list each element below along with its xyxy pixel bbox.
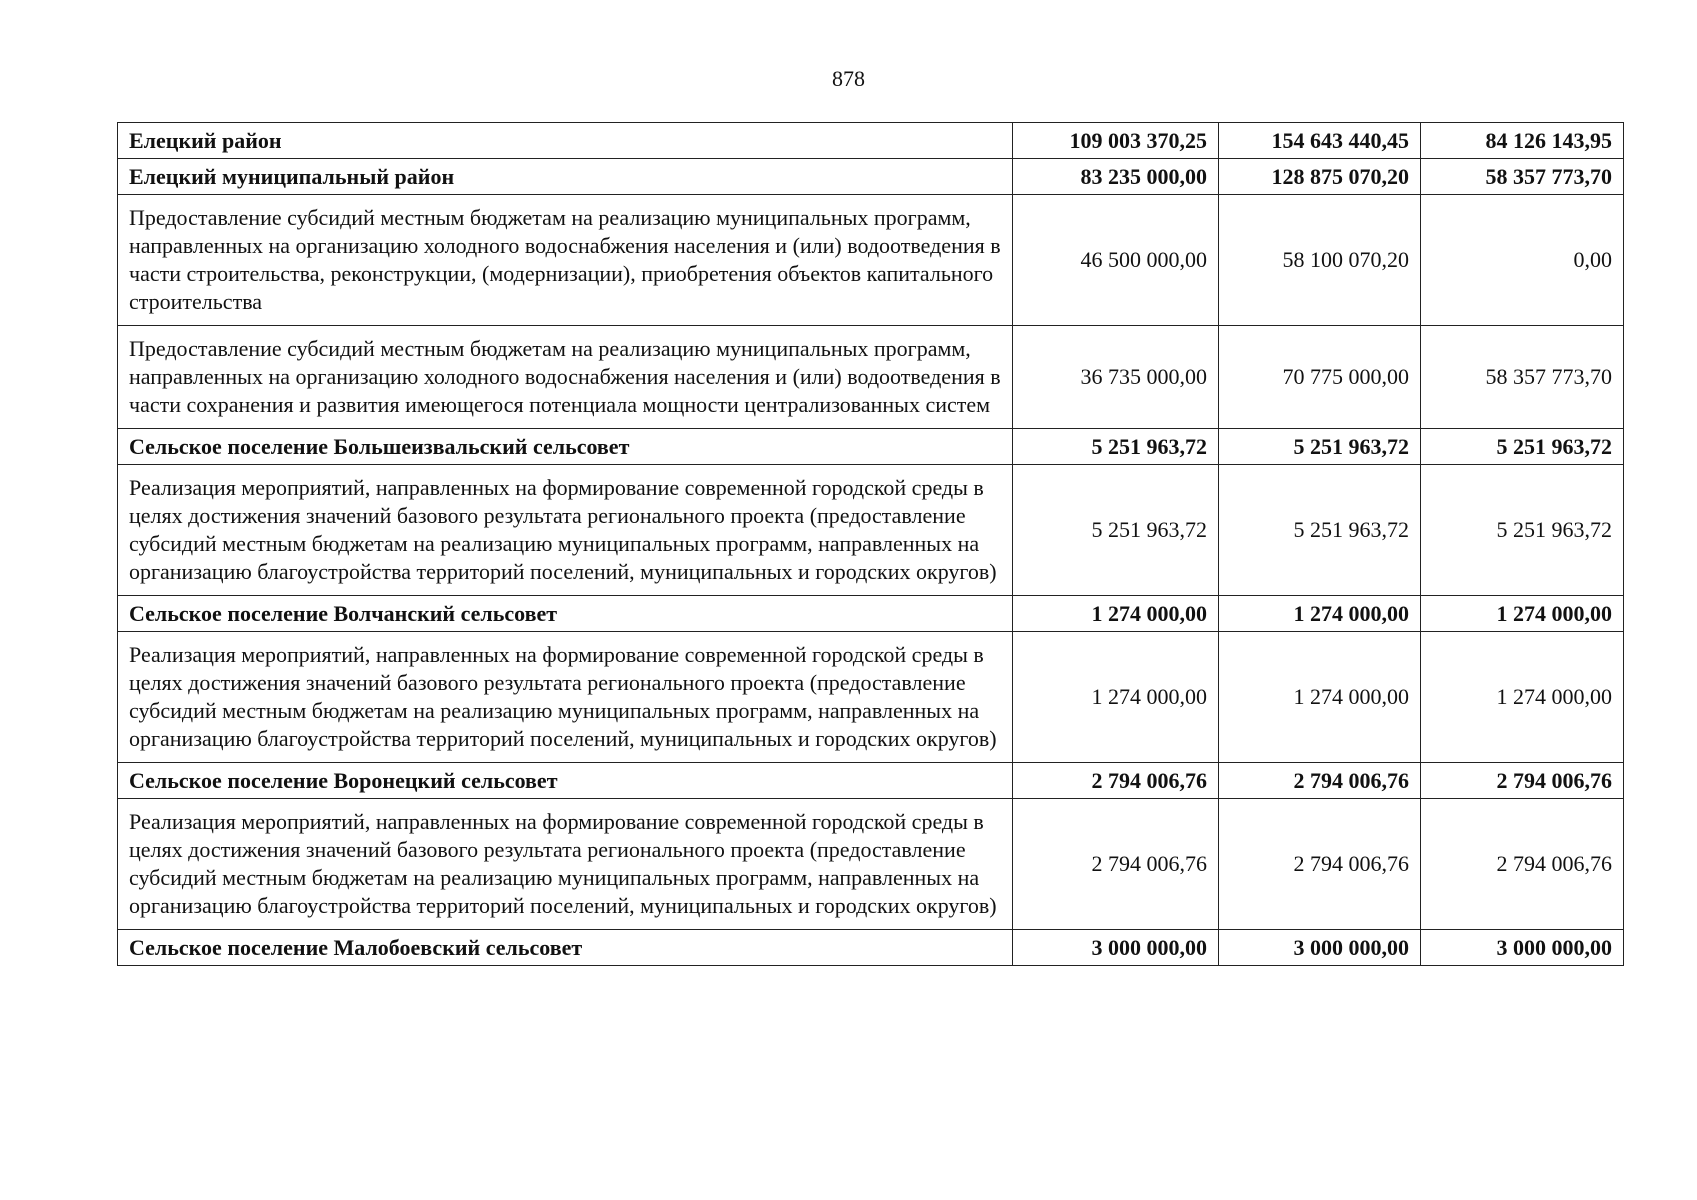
row-name: Сельское поселение Воронецкий сельсовет <box>118 763 1013 799</box>
row-value-3: 3 000 000,00 <box>1421 930 1624 966</box>
row-value-2: 128 875 070,20 <box>1219 159 1421 195</box>
table-row <box>118 429 1624 465</box>
row-value-2: 70 775 000,00 <box>1219 326 1421 429</box>
budget-table <box>117 122 1624 966</box>
row-value-1: 2 794 006,76 <box>1013 799 1219 930</box>
budget-table-body <box>118 123 1624 966</box>
row-name: Сельское поселение Волчанский сельсовет <box>118 596 1013 632</box>
row-value-1: 3 000 000,00 <box>1013 930 1219 966</box>
table-row <box>118 632 1624 763</box>
row-name: Предоставление субсидий местным бюджетам на реализацию муниципальных программ, направленных на организацию холодного водоснабжения населения и (или) водоотведения в части сохранения и развития имеющегося потенциала мощности централизованных систем <box>118 326 1013 429</box>
row-value-3: 58 357 773,70 <box>1421 159 1624 195</box>
table-row <box>118 123 1624 159</box>
row-name: Елецкий муниципальный район <box>118 159 1013 195</box>
row-value-2: 1 274 000,00 <box>1219 596 1421 632</box>
row-name: Предоставление субсидий местным бюджетам на реализацию муниципальных программ, направленных на организацию холодного водоснабжения населения и (или) водоотведения в части строительства, реконструкции, (модернизации), приобретения объектов капитального строительства <box>118 195 1013 326</box>
page-number: 878 <box>832 66 865 91</box>
row-value-2: 3 000 000,00 <box>1219 930 1421 966</box>
row-value-3: 1 274 000,00 <box>1421 632 1624 763</box>
row-value-2: 5 251 963,72 <box>1219 465 1421 596</box>
row-value-3: 2 794 006,76 <box>1421 799 1624 930</box>
table-row <box>118 763 1624 799</box>
table-row <box>118 596 1624 632</box>
table-row <box>118 195 1624 326</box>
row-value-2: 58 100 070,20 <box>1219 195 1421 326</box>
row-value-1: 5 251 963,72 <box>1013 465 1219 596</box>
row-value-3: 5 251 963,72 <box>1421 429 1624 465</box>
row-value-1: 5 251 963,72 <box>1013 429 1219 465</box>
row-name: Елецкий район <box>118 123 1013 159</box>
row-value-1: 1 274 000,00 <box>1013 632 1219 763</box>
row-value-2: 2 794 006,76 <box>1219 799 1421 930</box>
row-value-1: 36 735 000,00 <box>1013 326 1219 429</box>
row-value-1: 83 235 000,00 <box>1013 159 1219 195</box>
table-row <box>118 326 1624 429</box>
row-value-3: 2 794 006,76 <box>1421 763 1624 799</box>
row-name: Реализация мероприятий, направленных на формирование современной городской среды в целях достижения значений базового результата регионального проекта (предоставление субсидий местным бюджетам на реализацию муниципальных программ, направленных на организацию благоустройства территорий поселений, муниципальных и городских округов) <box>118 632 1013 763</box>
row-value-3: 1 274 000,00 <box>1421 596 1624 632</box>
row-value-2: 1 274 000,00 <box>1219 632 1421 763</box>
row-name: Сельское поселение Малобоевский сельсовет <box>118 930 1013 966</box>
row-value-2: 5 251 963,72 <box>1219 429 1421 465</box>
row-value-2: 2 794 006,76 <box>1219 763 1421 799</box>
row-value-3: 84 126 143,95 <box>1421 123 1624 159</box>
row-value-3: 5 251 963,72 <box>1421 465 1624 596</box>
row-name: Сельское поселение Большеизвальский сельсовет <box>118 429 1013 465</box>
row-value-2: 154 643 440,45 <box>1219 123 1421 159</box>
table-row <box>118 930 1624 966</box>
row-name: Реализация мероприятий, направленных на формирование современной городской среды в целях достижения значений базового результата регионального проекта (предоставление субсидий местным бюджетам на реализацию муниципальных программ, направленных на организацию благоустройства территорий поселений, муниципальных и городских округов) <box>118 799 1013 930</box>
table-row <box>118 159 1624 195</box>
row-value-1: 46 500 000,00 <box>1013 195 1219 326</box>
row-value-1: 2 794 006,76 <box>1013 763 1219 799</box>
row-value-3: 58 357 773,70 <box>1421 326 1624 429</box>
row-name: Реализация мероприятий, направленных на формирование современной городской среды в целях достижения значений базового результата регионального проекта (предоставление субсидий местным бюджетам на реализацию муниципальных программ, направленных на организацию благоустройства территорий поселений, муниципальных и городских округов) <box>118 465 1013 596</box>
row-value-1: 109 003 370,25 <box>1013 123 1219 159</box>
row-value-3: 0,00 <box>1421 195 1624 326</box>
row-value-1: 1 274 000,00 <box>1013 596 1219 632</box>
table-row <box>118 799 1624 930</box>
table-row <box>118 465 1624 596</box>
